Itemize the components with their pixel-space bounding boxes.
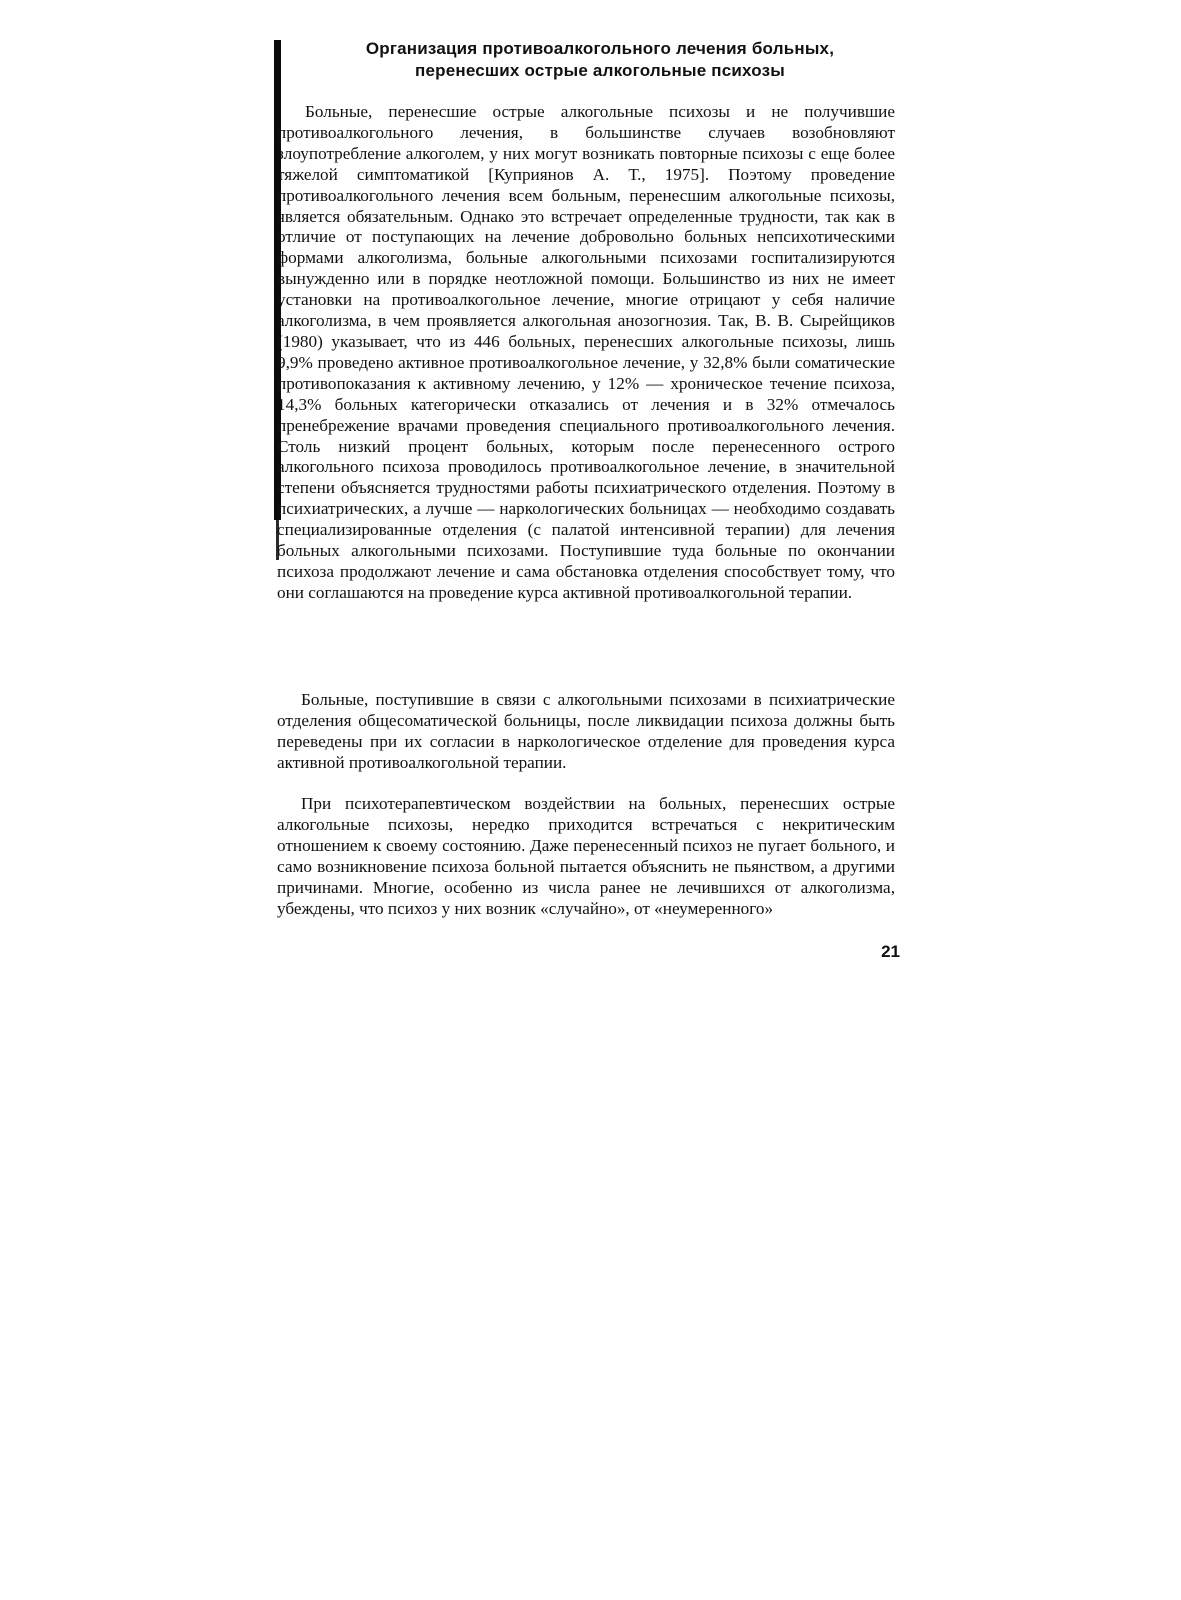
- paragraph-1: [277, 102, 895, 604]
- section-heading: [300, 38, 900, 82]
- page-number: 21: [881, 942, 900, 961]
- paragraph-2-text: Больные, поступившие в связи с алкогольными психозами в психиатрические отделения общесоматической больницы, после ликвидации психоза должны быть переведены при их согласии в наркологическое отделение для проведения курса активной противоалкогольной терапии.: [277, 690, 895, 772]
- paragraph-2: [277, 690, 895, 774]
- paragraph-3-text: При психотерапевтическом воздействии на больных, перенесших острые алкогольные психозы, нередко приходится встречаться с некритическим отношением к своему состоянию. Даже перенесенный психоз не пугает больного, и само возникновение психоза больной пытается объяснить не пьянством, а другими причинами. Многие, особенно из числа ранее не лечившихся от алкоголизма, убеждены, что психоз у них возник «случайно», от «неумеренного»: [277, 794, 895, 918]
- paragraph-1-text: Больные, перенесшие острые алкогольные психозы и не получившие противоалкогольного лечения, в большинстве случаев возобновляют злоупотребление алкоголем, у них могут возникать повторные психозы с еще более тяжелой симптоматикой [Куприянов А. Т., 1975]. Поэтому проведение противоалкогольного лечения всем больным, перенесшим алкогольные психозы, является обязательным. Однако это встречает определенные трудности, так как в отличие от поступающих на лечение добровольно больных непсихотическими формами алкоголизма, больные алкогольными психозами госпитализируются вынужденно или в порядке неотложной помощи. Большинство из них не имеет установки на противоалкогольное лечение, многие отрицают у себя наличие алкоголизма, в чем проявляется алкогольная анозогнозия. Так, В. В. Сырейщиков (1980) указывает, что из 446 больных, перенесших алкогольные психозы, лишь 9,9% проведено активное противоалкогольное лечение, у 32,8% были соматические противопоказания к активному лечению, у 12% — хроническое течение психоза, 14,3% больных категорически отказались от лечения и в 32% отмечалось пренебрежение врачами проведения специального противоалкогольного лечения. Столь низкий процент больных, которым после перенесенного острого алкогольного психоза проводилось противоалкогольное лечение, в значительной степени объясняется трудностями работы психиатрического отделения. Поэтому в психиатрических, а лучше — наркологических больницах — необходимо создавать специализированные отделения (с палатой интенсивной терапии) для лечения больных алкогольными психозами. Поступившие туда больные по окончании психоза продолжают лечение и сама обстановка отделения способствует тому, что они соглашаются на проведение курса активной противоалкогольной терапии.: [277, 102, 895, 602]
- paragraph-3: [277, 794, 895, 919]
- heading-line-1: Организация противоалкогольного лечения больных,: [365, 39, 835, 58]
- heading-line-2: перенесших острые алкогольные психозы: [414, 61, 786, 80]
